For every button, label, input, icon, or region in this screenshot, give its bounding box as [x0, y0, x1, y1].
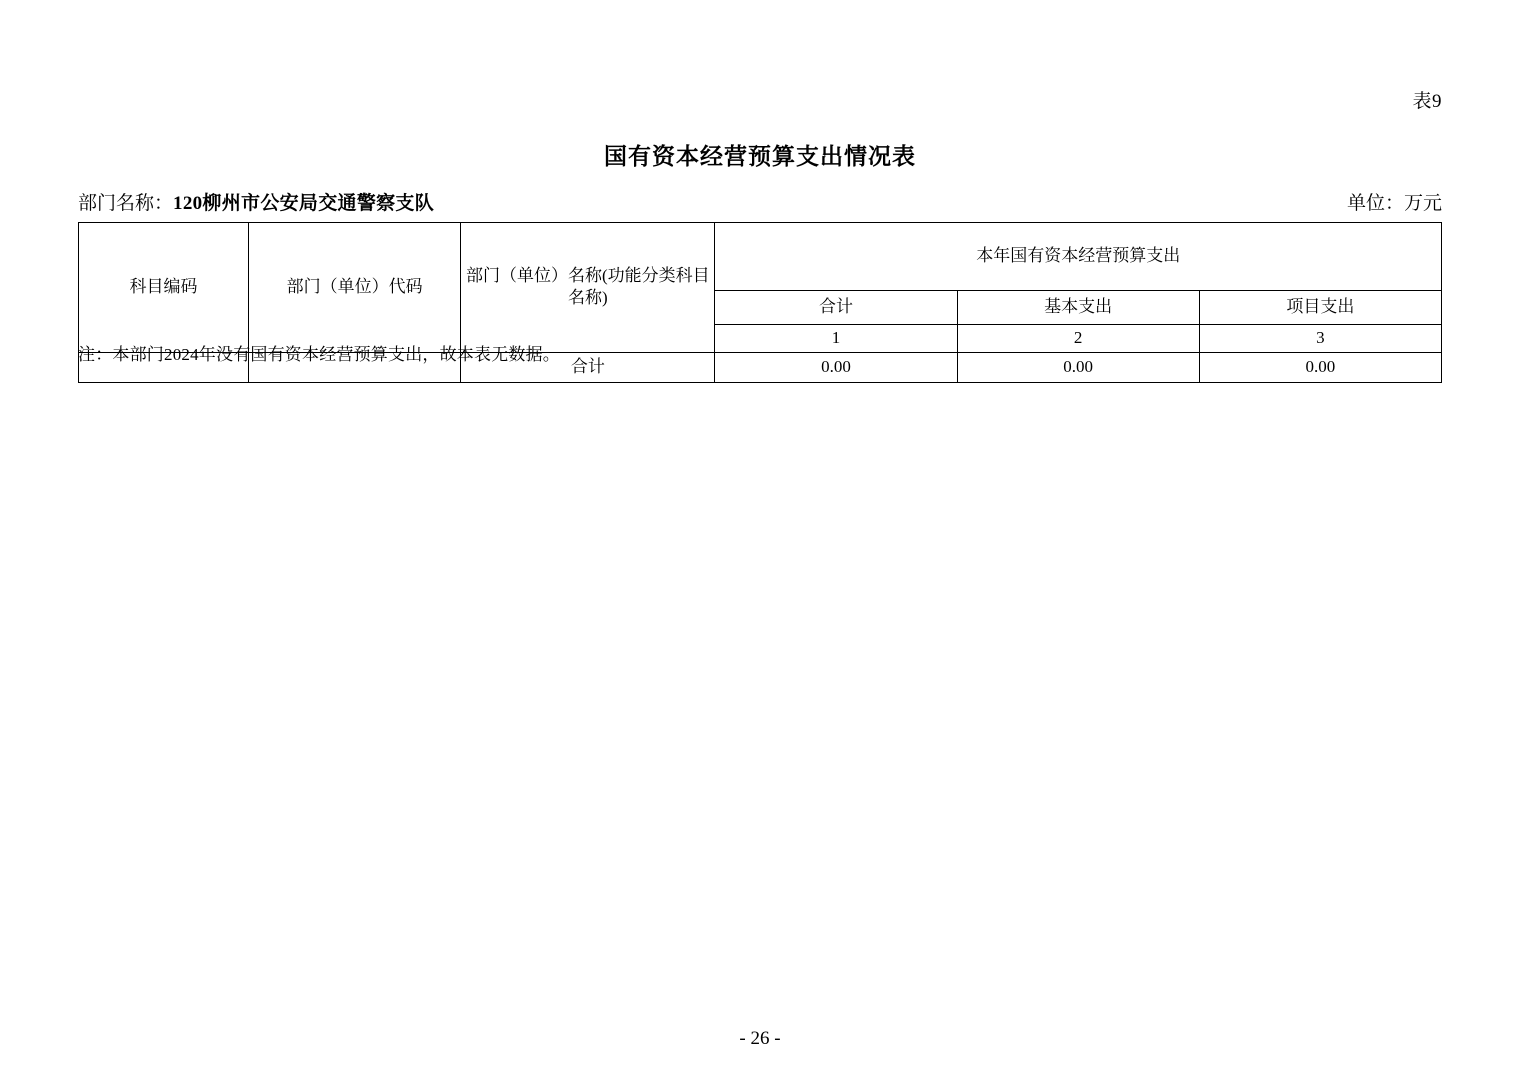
header-basic-expenditure: 基本支出: [957, 291, 1199, 325]
header-dept-code: 部门（单位）代码: [249, 223, 461, 353]
header-group-current-year: 本年国有资本经营预算支出: [715, 223, 1442, 291]
header-total: 合计: [715, 291, 957, 325]
department-value: 120柳州市公安局交通警察支队: [173, 193, 435, 214]
department-label: 部门名称：: [78, 193, 174, 214]
header-dept-name: 部门（单位）名称(功能分类科目名称): [461, 223, 715, 353]
table-note: 注：本部门2024年没有国有资本经营预算支出，故本表无数据。: [78, 345, 560, 364]
cell-total: 0.00: [715, 352, 957, 382]
meta-row: [78, 188, 1442, 214]
header-project-expenditure: 项目支出: [1199, 291, 1441, 325]
page-number: - 26 -: [739, 1028, 781, 1049]
index-2: 2: [957, 325, 1199, 353]
table-label: 表9: [1412, 91, 1442, 112]
page-title: 国有资本经营预算支出情况表: [604, 144, 916, 169]
cell-basic-expenditure: 0.00: [957, 352, 1199, 382]
cell-project-expenditure: 0.00: [1199, 352, 1441, 382]
table-header-row-1: [79, 223, 1442, 291]
header-subject-code: 科目编码: [79, 223, 249, 353]
cell-dept-name: 合计: [461, 352, 715, 382]
unit-label: 单位：万元: [1346, 193, 1442, 214]
department-line: [78, 188, 434, 215]
index-1: 1: [715, 325, 957, 353]
index-3: 3: [1199, 325, 1441, 353]
